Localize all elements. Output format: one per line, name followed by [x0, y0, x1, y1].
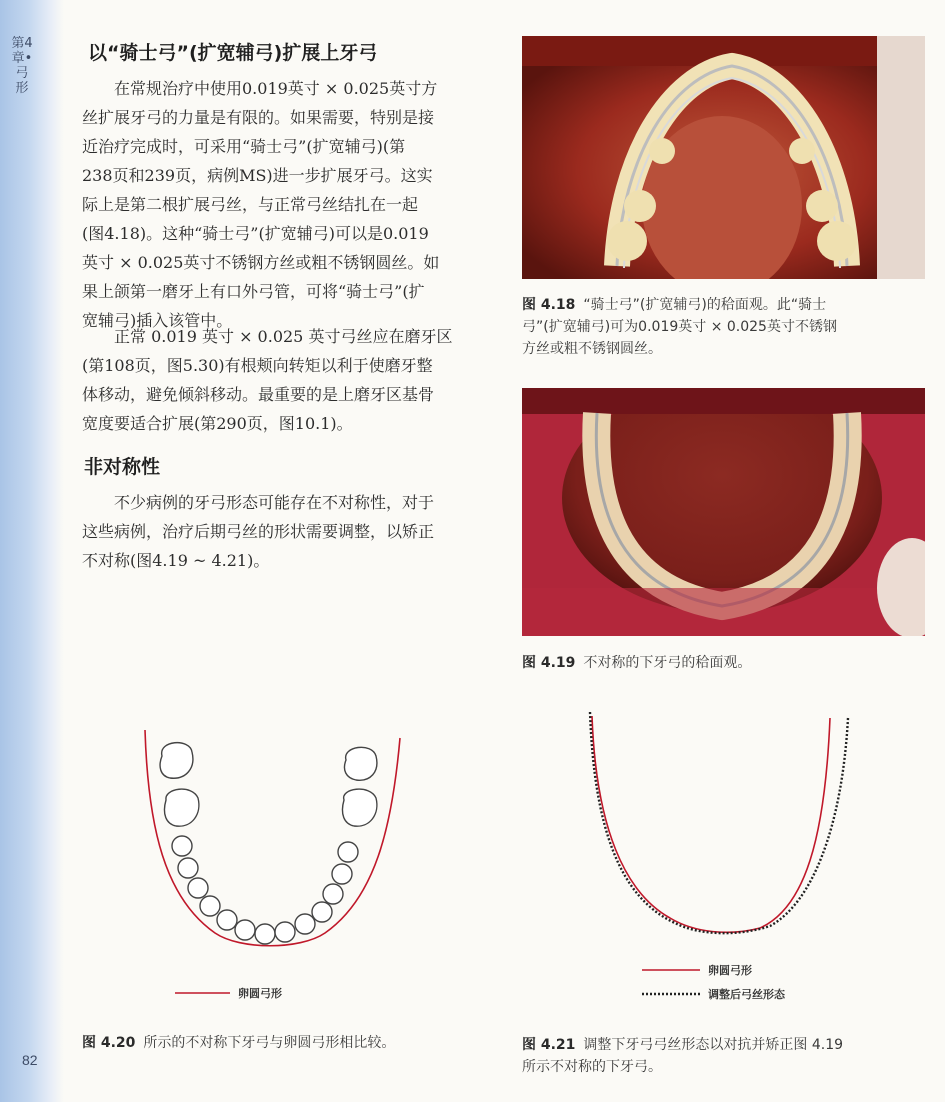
chapter-sidebar: [0, 0, 64, 1102]
section2-paragraph-line: 不对称(图4.19 ~ 4.21)。: [82, 551, 270, 570]
figure-4-20-caption-text: 所示的不对称下牙弓与卵圆弓形相比较。: [143, 1035, 396, 1051]
figure-4-20-diagram: [130, 718, 420, 1018]
figure-4-19-caption-text: 不对称的下牙弓的秴面观。: [583, 655, 752, 671]
figure-4-21-caption-line: [522, 1056, 932, 1078]
figure-4-18-caption-text: 弓”(扩宽辅弓)可为0.019英寸 × 0.025英寸不锈钢: [522, 319, 837, 335]
figure-4-19-number: 图 4.19: [522, 655, 576, 671]
section1-paragraph-2-line: 宽度要适合扩展(第290页，图10.1)。: [82, 414, 353, 433]
figure-4-21-caption-text: 所示不对称的下牙弓。: [522, 1059, 662, 1075]
section1-paragraph-1-line: (图4.18)。这种“骑士弓”(扩宽辅弓)可以是0.019: [82, 224, 429, 243]
figure-4-18-caption-line: [522, 316, 927, 338]
section1-paragraph-1: [82, 74, 502, 335]
figure-4-18-caption-line: [522, 338, 927, 360]
figure-4-20-legend-oval: 卵圆弓形: [238, 987, 282, 1000]
figure-4-18-caption-text: 方丝或粗不锈钢圆丝。: [522, 341, 662, 357]
section1-paragraph-2-line: 体移动，避免倾斜移动。最重要的是上磨牙区基骨: [82, 385, 435, 404]
section1-paragraph-1-line: 238页和239页，病例MS)进一步扩展牙弓。这实: [82, 166, 433, 185]
section1-paragraph-2-line: 正常 0.019 英寸 × 0.025 英寸弓丝应在磨牙区: [114, 327, 453, 346]
figure-4-20-number: 图 4.20: [82, 1035, 136, 1051]
section1-paragraph-1-line: 在常规治疗中使用0.019英寸 × 0.025英寸方: [114, 79, 438, 98]
figure-4-21-diagram: [580, 708, 870, 1008]
section1-paragraph-1-line: 际上是第二根扩展弓丝，与正常弓丝结扎在一起: [82, 195, 419, 214]
figure-4-21-caption-text: 调整下牙弓弓丝形态以对抗并矫正图 4.19: [583, 1037, 844, 1053]
section1-paragraph-1-line: 宽辅弓)插入该管中。: [82, 311, 233, 330]
figure-4-18-caption-text: “骑士弓”(扩宽辅弓)的秴面观。此“骑士: [583, 297, 827, 313]
figure-4-18-caption: [522, 294, 927, 360]
section1-paragraph-1-line: 果上颌第一磨牙上有口外弓管，可将“骑士弓”(扩: [82, 282, 425, 301]
figure-4-20-caption: [82, 1032, 502, 1054]
section-title-knight-arch: 以“骑士弓”(扩宽辅弓)扩展上牙弓: [88, 42, 378, 64]
section1-paragraph-2: [82, 322, 502, 438]
figure-4-19-caption: [522, 652, 927, 674]
figure-4-18-caption-line: [522, 294, 927, 316]
section1-paragraph-1-line: 近治疗完成时，可采用“骑士弓”(扩宽辅弓)(第: [82, 137, 406, 156]
oval-arch-line: [592, 716, 830, 932]
figure-4-19-photo: [522, 388, 925, 636]
figure-4-21-legend-adjusted: 调整后弓丝形态: [708, 988, 785, 1001]
section1-paragraph-1-line: 丝扩展牙弓的力量是有限的。如果需要，特别是接: [82, 108, 435, 127]
figure-4-21-caption: [522, 1034, 932, 1078]
lower-teeth-outline: [160, 743, 377, 944]
section2-paragraph-line: 不少病例的牙弓形态可能存在不对称性，对于: [114, 493, 435, 512]
section1-paragraph-1-line: 英寸 × 0.025英寸不锈钢方丝或粗不锈钢圆丝。如: [82, 253, 440, 272]
chapter-label: 第4章•弓形: [11, 36, 33, 96]
page-number: 82: [22, 1052, 38, 1068]
section2-paragraph: [82, 488, 502, 575]
figure-4-18-photo: [522, 36, 925, 279]
section-title-asymmetry: 非对称性: [84, 456, 161, 478]
figure-4-21-legend-oval: 卵圆弓形: [708, 964, 752, 977]
adjusted-wire-line: [590, 712, 848, 933]
section2-paragraph-line: 这些病例，治疗后期弓丝的形状需要调整，以矫正: [82, 522, 435, 541]
figure-4-18-number: 图 4.18: [522, 297, 576, 313]
section1-paragraph-2-line: (第108页，图5.30)有根颊向转矩以利于使磨牙整: [82, 356, 433, 375]
figure-4-21-number: 图 4.21: [522, 1037, 576, 1053]
figure-4-21-caption-line: [522, 1034, 932, 1056]
